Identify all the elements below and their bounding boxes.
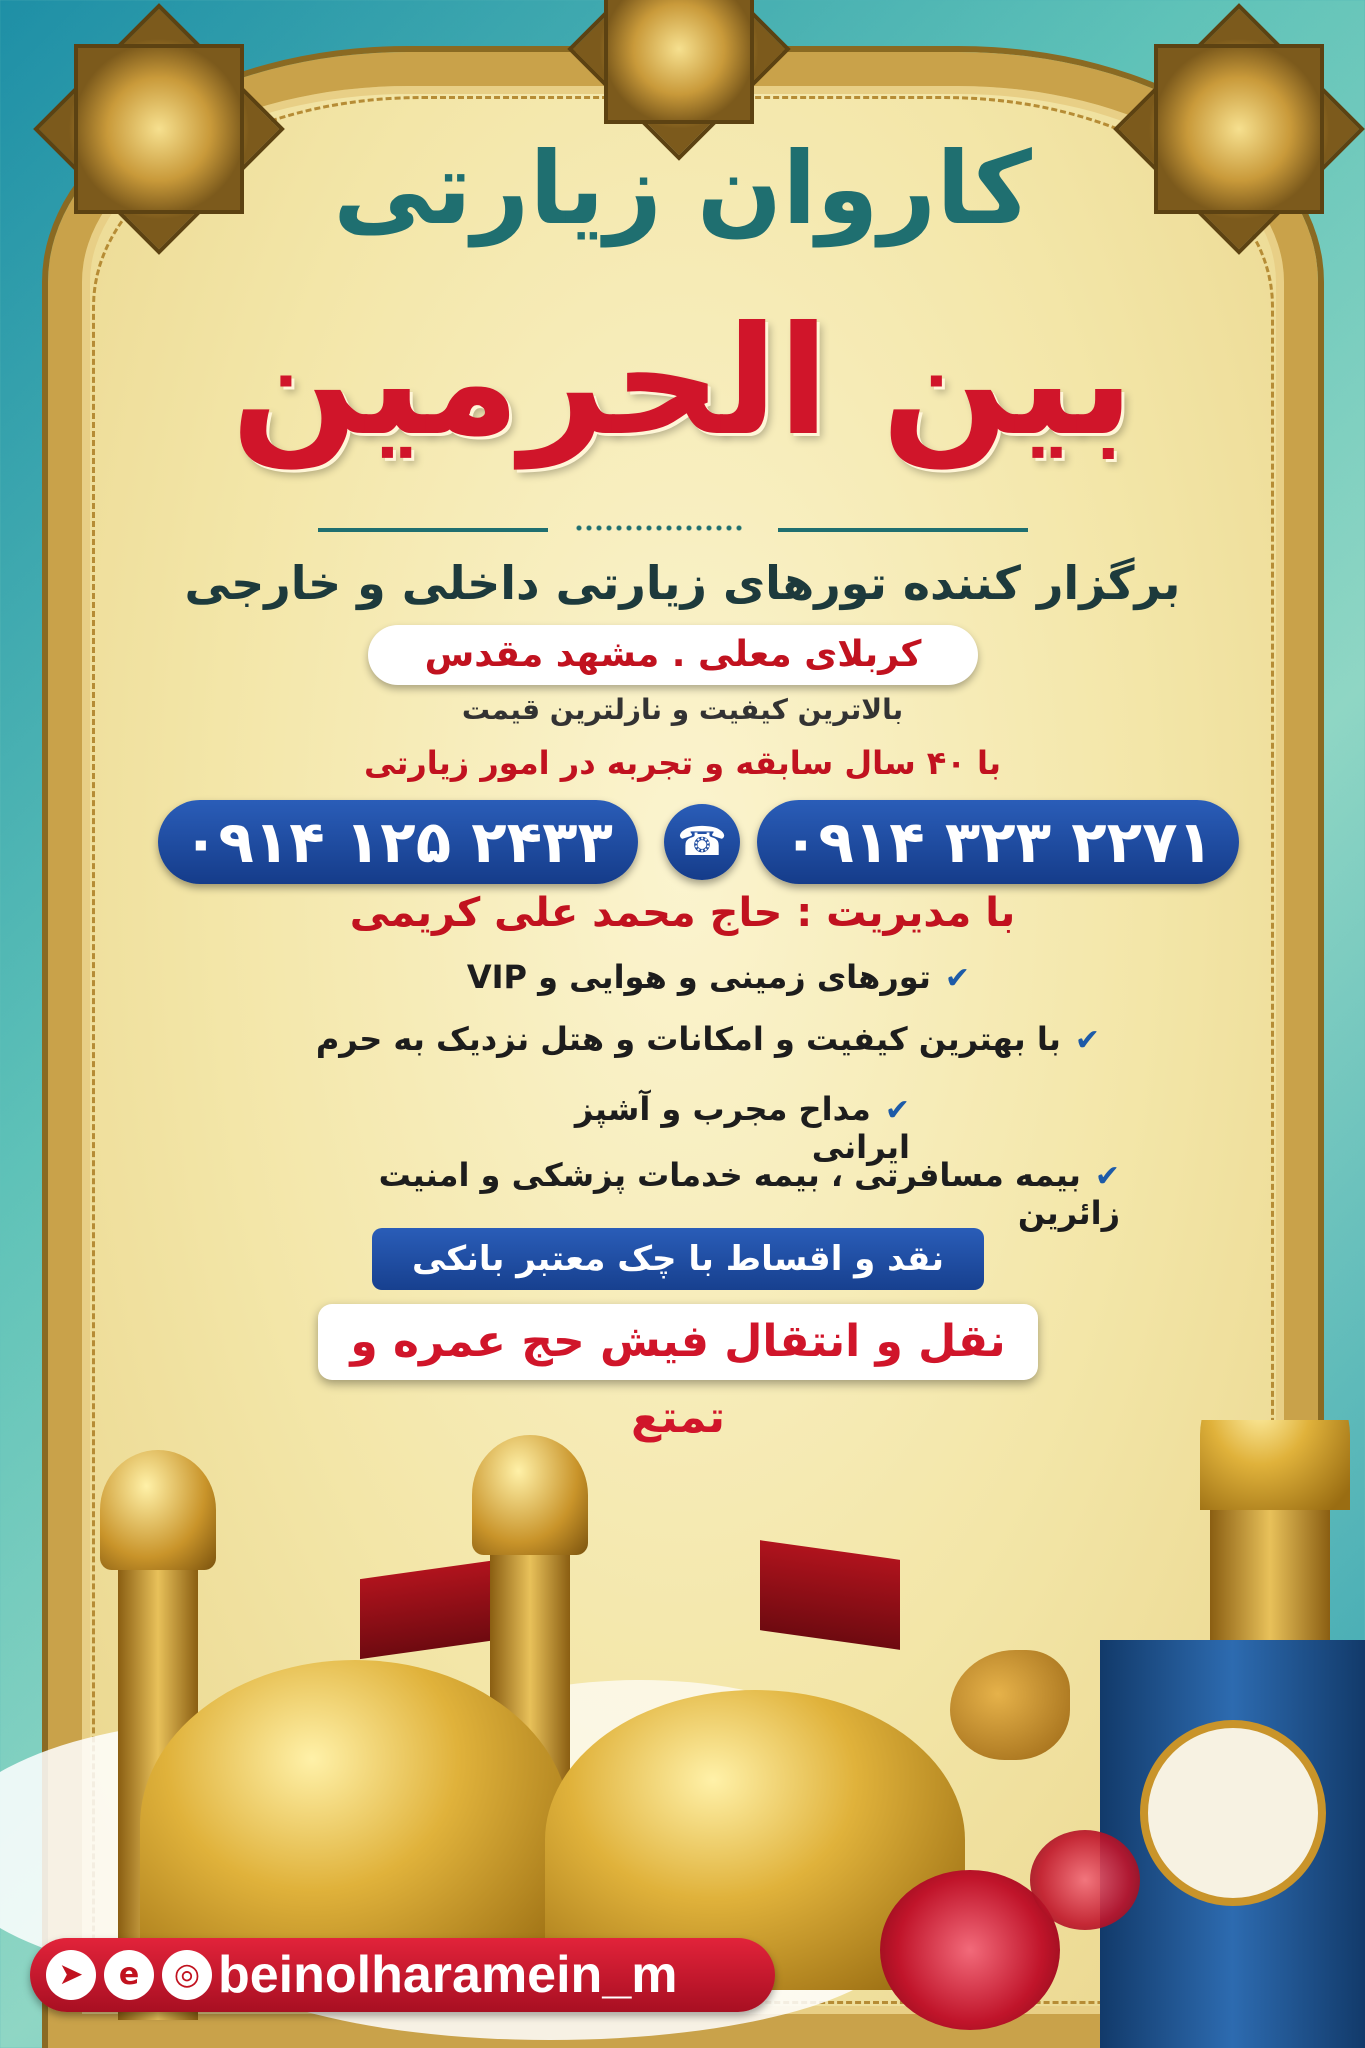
caravan-title: کاروان زیارتی: [333, 130, 1032, 247]
feature-item: [270, 1156, 1120, 1232]
clock-face: [1140, 1720, 1326, 1906]
payment-badge: نقد و اقساط با چک معتبر بانکی: [372, 1228, 984, 1290]
feature-item: [440, 958, 970, 996]
bird: [950, 1650, 1070, 1760]
check-icon: ✔: [884, 1093, 910, 1128]
clock-tower-dome: [1200, 1420, 1350, 1510]
red-flag: [760, 1540, 900, 1650]
quality-tagline: بالاترین کیفیت و نازلترین قیمت: [461, 693, 904, 726]
subtitle: برگزار کننده تورهای زیارتی داخلی و خارجی: [184, 556, 1181, 610]
check-icon: ✔: [1094, 1159, 1120, 1194]
experience-text: با ۴۰ سال سابقه و تجربه در امور زیارتی: [363, 744, 1002, 782]
feature-item: [290, 1020, 1100, 1058]
beinolharamein-title: بین الحرمین: [230, 295, 1134, 469]
phone-icon: ☎: [664, 804, 740, 880]
destinations-badge: کربلای معلی . مشهد مقدس: [368, 625, 978, 685]
feature-label: مداح مجرب و آشپز ایرانی: [574, 1090, 910, 1166]
feature-label: بیمه مسافرتی ، بیمه خدمات پزشکی و امنیت زائرین: [378, 1156, 1120, 1232]
divider-left: [318, 528, 548, 532]
check-icon: ✔: [944, 961, 970, 996]
divider-right: [778, 528, 1028, 532]
divider-dots: [574, 524, 744, 532]
transfer-badge: نقل و انتقال فیش حج عمره و تمتع: [318, 1304, 1038, 1380]
flower: [1030, 1830, 1140, 1930]
feature-label: تورهای زمینی و هوایی و VIP: [466, 958, 931, 996]
red-flag: [360, 1561, 490, 1659]
manager-text: با مدیریت : حاج محمد علی کریمی: [349, 890, 1016, 936]
center-minaret-top: [472, 1435, 588, 1555]
eitaa-icon[interactable]: e: [104, 1950, 154, 2000]
instagram-icon[interactable]: ◎: [162, 1950, 212, 2000]
telegram-icon[interactable]: ➤: [46, 1950, 96, 2000]
feature-item: [480, 1090, 910, 1166]
phone-number-2[interactable]: ۰۹۱۴ ۱۲۵ ۲۴۳۳: [158, 800, 638, 884]
phone-number-1[interactable]: ۰۹۱۴ ۳۲۳ ۲۲۷۱: [757, 800, 1239, 884]
feature-label: با بهترین کیفیت و امکانات و هتل نزدیک به حرم: [315, 1020, 1061, 1058]
social-handle[interactable]: beinolharamein_m: [218, 1946, 678, 2004]
check-icon: ✔: [1074, 1023, 1100, 1058]
left-minaret-top: [100, 1450, 216, 1570]
